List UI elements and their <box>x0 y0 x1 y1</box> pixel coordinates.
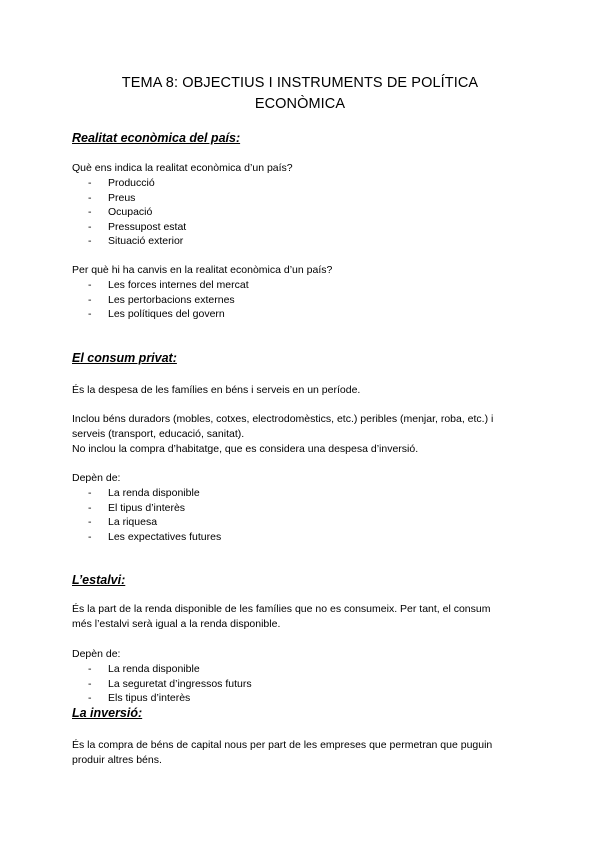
section-heading-estalvi: L’estalvi: <box>72 573 126 587</box>
realitat-question-1: Què ens indica la realitat econòmica d’un país? <box>72 162 293 174</box>
inversio-paragraph-1 <box>72 738 532 768</box>
section-heading-realitat: Realitat econòmica del país: <box>72 131 241 145</box>
list-item: - Situació exterior <box>88 235 184 248</box>
bullet-dash: - <box>88 206 92 219</box>
list-item: - El tipus d’interès <box>88 501 186 514</box>
list-item: - Ocupació <box>88 206 153 219</box>
realitat-question-2: Per què hi ha canvis en la realitat econòmica d’un país? <box>72 264 333 276</box>
consum-paragraph-2-line-2: serveis (transport, educació, sanitat). <box>72 428 245 441</box>
estalvi-paragraph-1 <box>72 602 532 632</box>
estalvi-list <box>88 662 252 706</box>
realitat-list-2 <box>88 278 249 322</box>
bullet-dash: - <box>88 663 92 675</box>
bullet-dash: - <box>88 279 92 291</box>
inversio-paragraph-1-line-2: produir altres béns. <box>72 754 162 767</box>
list-item: - Els tipus d’interès <box>88 692 191 705</box>
bullet-dash: - <box>88 516 92 529</box>
consum-paragraph-2 <box>72 412 532 458</box>
estalvi-depen-label: Depèn de: <box>72 648 121 660</box>
bullet-dash: - <box>88 487 92 499</box>
page-title-line-1: TEMA 8: OBJECTIUS I INSTRUMENTS DE POLÍTICA <box>121 75 479 91</box>
list-item: - La seguretat d’ingressos futurs <box>88 677 252 690</box>
consum-paragraph-1: És la despesa de les famílies en béns i serveis en un període. <box>72 384 361 396</box>
section-heading-inversio: La inversió: <box>72 706 143 720</box>
consum-paragraph-2-line-1: Inclou béns duradors (mobles, cotxes, electrodomèstics, etc.) peribles (menjar, roba, etc.) i <box>72 413 494 425</box>
bullet-dash: - <box>88 293 92 306</box>
bullet-dash: - <box>88 220 92 233</box>
list-item: - Producció <box>88 177 155 189</box>
bullet-dash: - <box>88 191 92 204</box>
consum-depen-label: Depèn de: <box>72 472 121 484</box>
bullet-dash: - <box>88 308 92 321</box>
inversio-paragraph-1-line-1: És la compra de béns de capital nous per part de les empreses que permetran que puguin <box>72 739 493 751</box>
list-item: - La renda disponible <box>88 487 200 499</box>
consum-paragraph-2-line-3: No inclou la compra d’habitatge, que es considera una despesa d’inversió. <box>72 443 419 456</box>
list-item: - La riquesa <box>88 516 158 529</box>
bullet-dash: - <box>88 530 92 543</box>
list-item: - Preus <box>88 191 136 204</box>
section-heading-consum: El consum privat: <box>72 351 177 365</box>
bullet-dash: - <box>88 692 92 705</box>
realitat-list-1 <box>88 176 186 249</box>
list-item: - Pressupost estat <box>88 220 187 233</box>
bullet-dash: - <box>88 177 92 189</box>
list-item: - Les polítiques del govern <box>88 308 225 321</box>
bullet-dash: - <box>88 235 92 248</box>
list-item: - Les expectatives futures <box>88 530 222 543</box>
list-item: - La renda disponible <box>88 663 200 675</box>
bullet-dash: - <box>88 677 92 690</box>
page-title <box>72 73 528 115</box>
list-item: - Les forces internes del mercat <box>88 279 249 291</box>
estalvi-paragraph-1-line-1: És la part de la renda disponible de les famílies que no es consumeix. Per tant, el consum <box>72 603 491 615</box>
consum-list <box>88 486 221 544</box>
estalvi-paragraph-1-line-2: més l’estalvi serà igual a la renda disponible. <box>72 618 281 631</box>
list-item: - Les pertorbacions externes <box>88 293 235 306</box>
bullet-dash: - <box>88 501 92 514</box>
page-title-line-2: ECONÒMICA <box>254 96 346 112</box>
